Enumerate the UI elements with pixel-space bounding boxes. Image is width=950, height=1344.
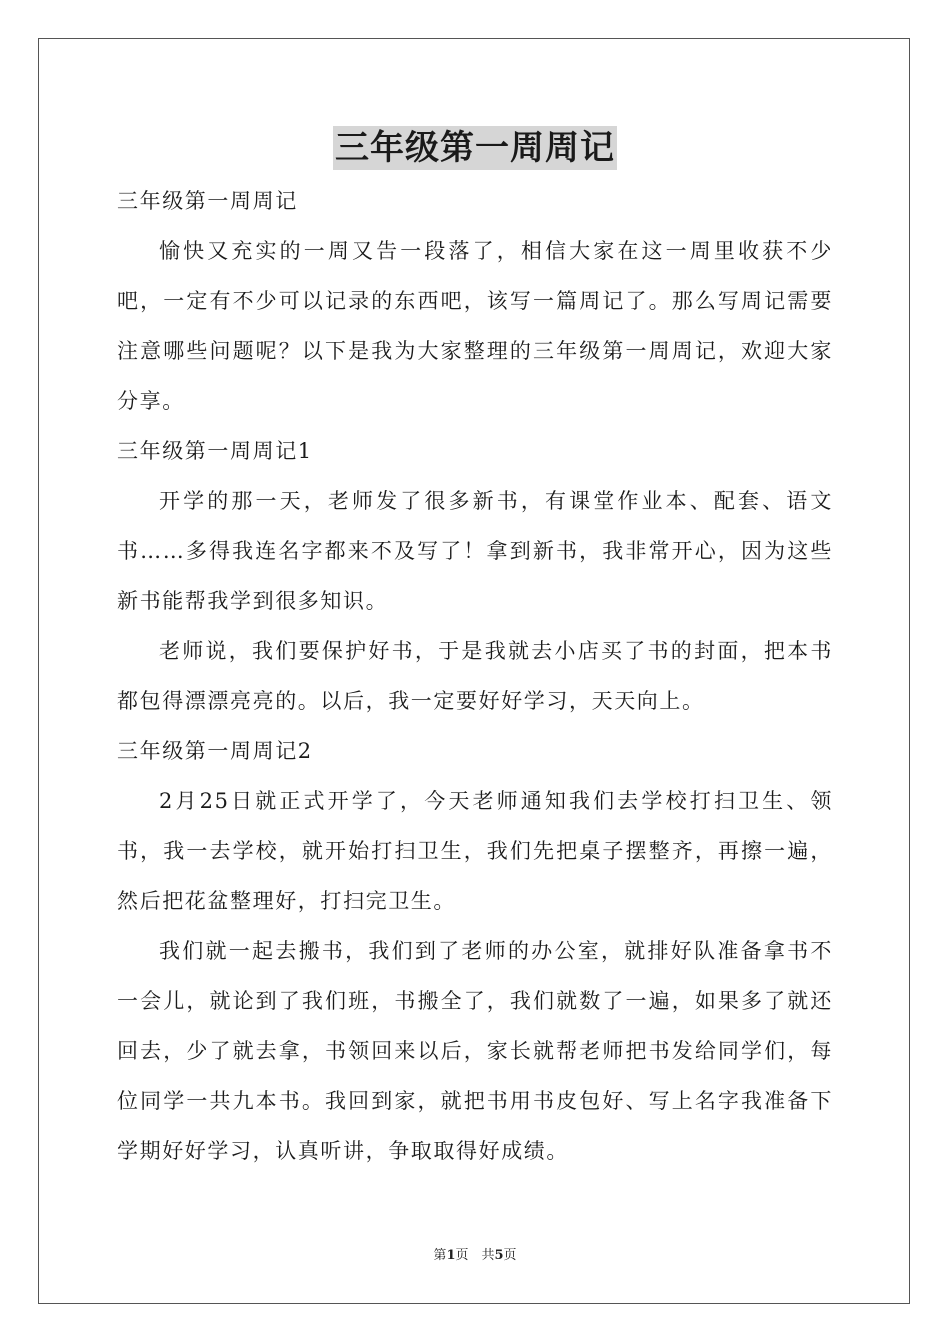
- body-paragraph: 愉快又充实的一周又告一段落了，相信大家在这一周里收获不少吧，一定有不少可以记录的东西吧，该写一篇周记了。那么写周记需要注意哪些问题呢？以下是我为大家整理的三年级第一周周记，欢迎大家分享。: [117, 239, 833, 413]
- body-paragraph: 2月25日就正式开学了，今天老师通知我们去学校打扫卫生、领书，我一去学校，就开始打扫卫生，我们先把桌子摆整齐，再擦一遍，然后把花盆整理好，打扫完卫生。: [117, 789, 833, 913]
- body-paragraph: 开学的那一天，老师发了很多新书，有课堂作业本、配套、语文书……多得我连名字都来不及写了！拿到新书，我非常开心，因为这些新书能帮我学到很多知识。: [117, 489, 833, 613]
- body-paragraph: 老师说，我们要保护好书，于是我就去小店买了书的封面，把本书都包得漂漂亮亮的。以后，我一定要好好学习，天天向上。: [117, 639, 833, 713]
- body-paragraph: 我们就一起去搬书，我们到了老师的办公室，就排好队准备拿书不一会儿，就论到了我们班，书搬全了，我们就数了一遍，如果多了就还回去，少了就去拿，书领回来以后，家长就帮老师把书发给同学们，每位同学一共九本书。我回到家，就把书用书皮包好、写上名字我准备下学期好好学习，认真听讲，争取取得好成绩。: [117, 939, 833, 1163]
- page-footer: [0, 1246, 950, 1266]
- title-container: [0, 126, 950, 170]
- page-mid: 页 共: [455, 1248, 495, 1263]
- page-suffix: 页: [503, 1248, 517, 1263]
- page-total: 5: [494, 1248, 504, 1263]
- page-prefix: 第: [433, 1248, 447, 1263]
- section-heading: 三年级第一周周记: [117, 189, 298, 213]
- page-current: 1: [446, 1248, 456, 1263]
- document-body: [117, 176, 833, 1176]
- document-title: 三年级第一周周记: [335, 128, 615, 168]
- section-heading: 三年级第一周周记2: [117, 739, 313, 763]
- section-heading: 三年级第一周周记1: [117, 439, 313, 463]
